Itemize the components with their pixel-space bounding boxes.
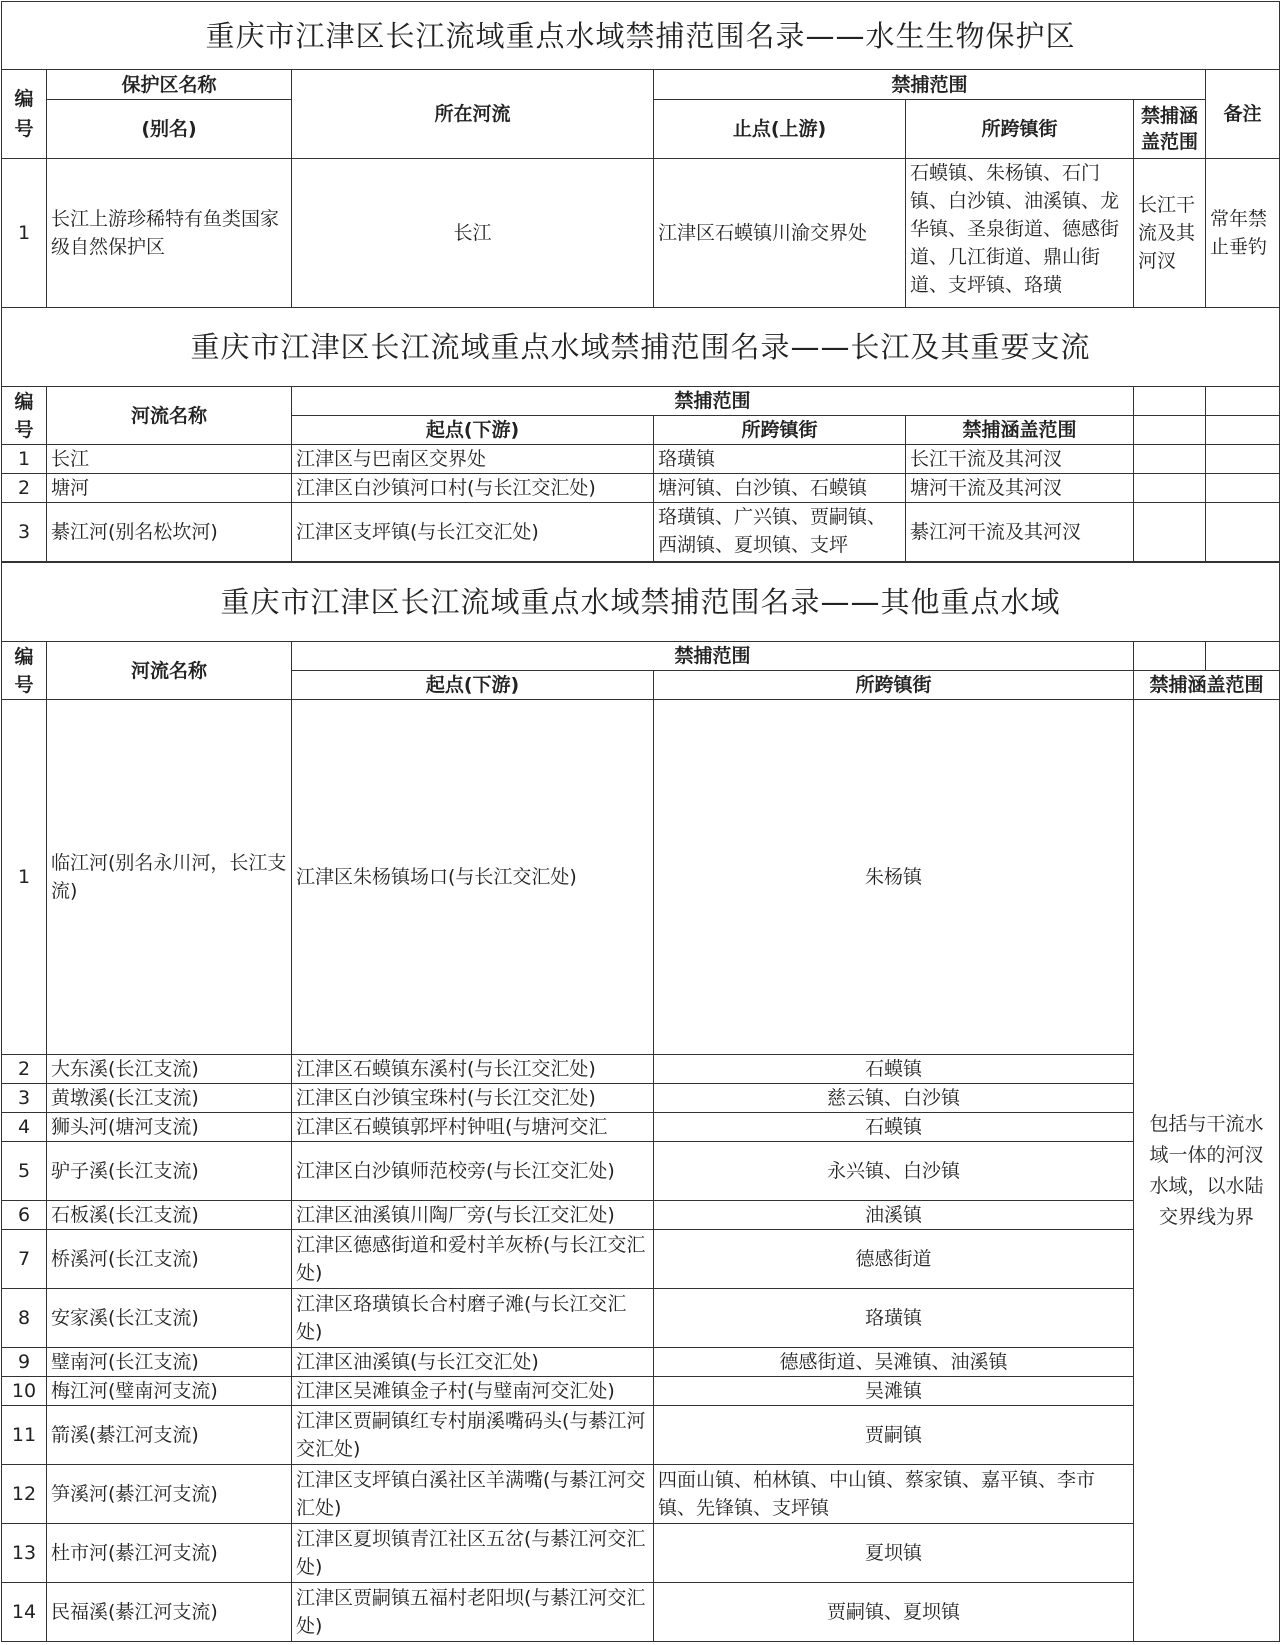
towns: 慈云镇、白沙镇: [654, 1084, 1134, 1113]
river-name: 箭溪(綦江河支流): [47, 1406, 292, 1465]
row-no: 8: [2, 1289, 47, 1348]
header-name: 河流名称: [47, 642, 292, 700]
river-name: 狮头河(塘河支流): [47, 1113, 292, 1142]
start-point: 江津区油溪镇川陶厂旁(与长江交汇处): [292, 1201, 654, 1230]
river-name: 梅江河(璧南河支流): [47, 1377, 292, 1406]
start-point: 江津区支坪镇白溪社区羊满嘴(与綦江河交汇处): [292, 1465, 654, 1524]
header-ban-range: 禁捕范围: [292, 387, 1134, 416]
row-no: 10: [2, 1377, 47, 1406]
start-point: 江津区白沙镇宝珠村(与长江交汇处): [292, 1084, 654, 1113]
row-no: 14: [2, 1583, 47, 1642]
empty-cell: [1206, 503, 1280, 562]
header-start-point: 起点(下游): [292, 671, 654, 700]
header-towns: 所跨镇街: [906, 100, 1134, 159]
start-point: 江津区石蟆镇东溪村(与长江交汇处): [292, 1055, 654, 1084]
start-point: 江津区夏坝镇青江社区五岔(与綦江河交汇处): [292, 1524, 654, 1583]
row-no: 2: [2, 1055, 47, 1084]
river-name: 大东溪(长江支流): [47, 1055, 292, 1084]
header-towns: 所跨镇街: [654, 671, 1134, 700]
start-point: 江津区珞璜镇长合村磨子滩(与长江交汇处): [292, 1289, 654, 1348]
towns: 贾嗣镇、夏坝镇: [654, 1583, 1134, 1642]
header-no: 编号: [2, 387, 47, 445]
empty-cell: [1206, 474, 1280, 503]
section2-table: [1, 307, 1280, 562]
start-point: 江津区吴滩镇金子村(与璧南河交汇处): [292, 1377, 654, 1406]
empty-cell: [1134, 416, 1206, 445]
empty-cell: [1206, 387, 1280, 416]
row-no: 4: [2, 1113, 47, 1142]
row-no: 5: [2, 1142, 47, 1201]
header-coverage: 禁捕涵盖范围: [1134, 671, 1280, 700]
row-no: 1: [2, 700, 47, 1055]
empty-cell: [1134, 503, 1206, 562]
towns: 油溪镇: [654, 1201, 1134, 1230]
start-point: 江津区白沙镇河口村(与长江交汇处): [292, 474, 654, 503]
row-no: 1: [2, 159, 47, 308]
empty-cell: [1206, 445, 1280, 474]
river-name: 綦江河(别名松坎河): [47, 503, 292, 562]
end-point: 江津区石蟆镇川渝交界处: [654, 159, 906, 308]
coverage-note: 包括与干流水域一体的河汊水域，以水陆交界线为界: [1134, 700, 1280, 1642]
row-no: 3: [2, 1084, 47, 1113]
river-name: 长江: [292, 159, 654, 308]
header-end-point: 止点(上游): [654, 100, 906, 159]
row-no: 7: [2, 1230, 47, 1289]
section2-title: 重庆市江津区长江流域重点水域禁捕范围名录——长江及其重要支流: [2, 308, 1280, 387]
towns: 珞璜镇: [654, 1289, 1134, 1348]
row-no: 11: [2, 1406, 47, 1465]
towns: [906, 159, 1134, 308]
header-no: 编号: [2, 70, 47, 159]
river-name: 黄墩溪(长江支流): [47, 1084, 292, 1113]
towns: 塘河镇、白沙镇、石蟆镇: [654, 474, 906, 503]
start-point: 江津区油溪镇(与长江交汇处): [292, 1348, 654, 1377]
river-name: 杜市河(綦江河支流): [47, 1524, 292, 1583]
empty-cell: [1134, 642, 1206, 671]
towns: 珞璜镇: [654, 445, 906, 474]
towns-text: 珞璜镇、广兴镇、贾嗣镇、西湖镇、夏坝镇、支坪: [658, 506, 887, 556]
empty-cell: [1134, 474, 1206, 503]
towns: 贾嗣镇: [654, 1406, 1134, 1465]
river-name: 长江: [47, 445, 292, 474]
river-name: 临江河(别名永川河，长江支流): [47, 700, 292, 1055]
row-no: 9: [2, 1348, 47, 1377]
header-start-point: 起点(下游): [292, 416, 654, 445]
river-name: 璧南河(长江支流): [47, 1348, 292, 1377]
empty-cell: [1134, 387, 1206, 416]
river-name: 笋溪河(綦江河支流): [47, 1465, 292, 1524]
header-coverage: 禁捕涵盖范围: [1134, 100, 1206, 159]
towns: 石蟆镇: [654, 1113, 1134, 1142]
section1-title: 重庆市江津区长江流域重点水域禁捕范围名录——水生生物保护区: [2, 2, 1280, 70]
towns: [654, 503, 906, 562]
row-no: 6: [2, 1201, 47, 1230]
start-point: 江津区白沙镇师范校旁(与长江交汇处): [292, 1142, 654, 1201]
start-point: 江津区朱杨镇场口(与长江交汇处): [292, 700, 654, 1055]
towns: 德感街道、吴滩镇、油溪镇: [654, 1348, 1134, 1377]
header-no: 编号: [2, 642, 47, 700]
start-point: 江津区贾嗣镇红专村崩溪嘴码头(与綦江河交汇处): [292, 1406, 654, 1465]
towns: 四面山镇、柏林镇、中山镇、蔡家镇、嘉平镇、李市镇、先锋镇、支坪镇: [654, 1465, 1134, 1524]
header-towns: 所跨镇街: [654, 416, 906, 445]
row-no: 2: [2, 474, 47, 503]
section3-title: 重庆市江津区长江流域重点水域禁捕范围名录——其他重点水域: [2, 563, 1280, 642]
start-point: 江津区石蟆镇郭坪村钟咀(与塘河交汇: [292, 1113, 654, 1142]
header-name: 保护区名称: [47, 70, 292, 100]
empty-cell: [1206, 642, 1280, 671]
coverage: 塘河干流及其河汊: [906, 474, 1134, 503]
start-point: 江津区贾嗣镇五福村老阳坝(与綦江河交汇处): [292, 1583, 654, 1642]
river-name: 石板溪(长江支流): [47, 1201, 292, 1230]
start-point: 江津区德感街道和爱村羊灰桥(与长江交汇处): [292, 1230, 654, 1289]
empty-cell: [1134, 445, 1206, 474]
header-remark: 备注: [1206, 70, 1280, 159]
coverage: 长江干流及其河汊: [1134, 159, 1206, 308]
section1-table: [1, 1, 1280, 308]
header-coverage: 禁捕涵盖范围: [906, 416, 1134, 445]
remark: 常年禁止垂钓: [1206, 159, 1280, 308]
towns: 石蟆镇: [654, 1055, 1134, 1084]
towns: 夏坝镇: [654, 1524, 1134, 1583]
row-no: 1: [2, 445, 47, 474]
header-river: 所在河流: [292, 70, 654, 159]
coverage: 长江干流及其河汊: [906, 445, 1134, 474]
towns-text: 石蟆镇、朱杨镇、石门镇、白沙镇、油溪镇、龙华镇、圣泉街道、德感街道、几江街道、鼎山街道、支坪镇、珞璜: [910, 162, 1120, 296]
towns: 德感街道: [654, 1230, 1134, 1289]
start-point: 江津区支坪镇(与长江交汇处): [292, 503, 654, 562]
towns: 吴滩镇: [654, 1377, 1134, 1406]
towns: 永兴镇、白沙镇: [654, 1142, 1134, 1201]
header-alias: (别名): [47, 100, 292, 159]
row-no: 12: [2, 1465, 47, 1524]
river-name: 安家溪(长江支流): [47, 1289, 292, 1348]
row-no: 13: [2, 1524, 47, 1583]
section3-table: [1, 562, 1280, 1642]
header-ban-range: 禁捕范围: [292, 642, 1134, 671]
river-name: 塘河: [47, 474, 292, 503]
row-no: 3: [2, 503, 47, 562]
header-name: 河流名称: [47, 387, 292, 445]
river-name: 驴子溪(长江支流): [47, 1142, 292, 1201]
empty-cell: [1206, 416, 1280, 445]
reserve-name: 长江上游珍稀特有鱼类国家级自然保护区: [47, 159, 292, 308]
river-name: 桥溪河(长江支流): [47, 1230, 292, 1289]
river-name: 民福溪(綦江河支流): [47, 1583, 292, 1642]
start-point: 江津区与巴南区交界处: [292, 445, 654, 474]
coverage: 綦江河干流及其河汊: [906, 503, 1134, 562]
header-ban-range: 禁捕范围: [654, 70, 1206, 100]
towns: 朱杨镇: [654, 700, 1134, 1055]
